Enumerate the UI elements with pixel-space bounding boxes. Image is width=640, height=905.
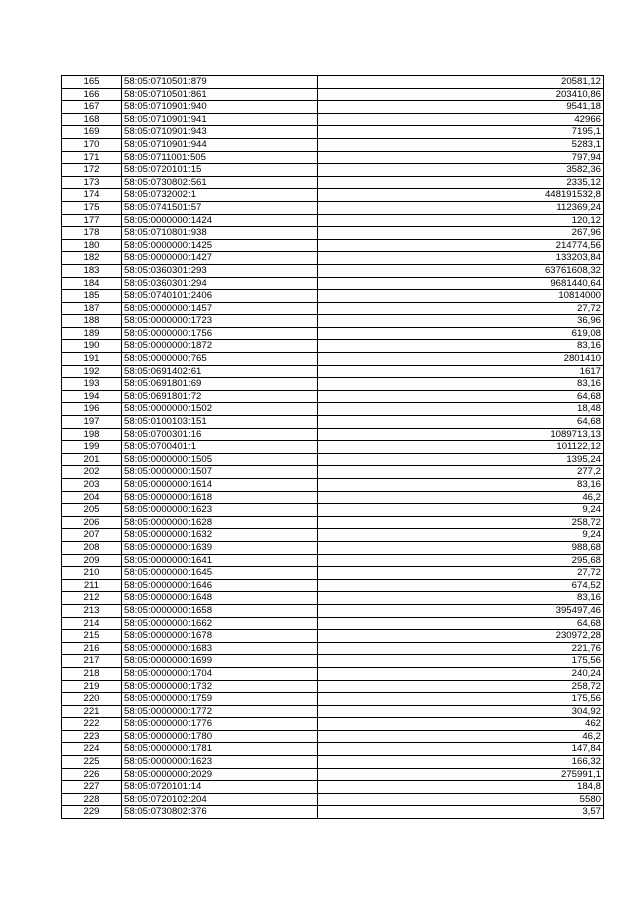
cadastral-number-cell: 58:05:0000000:1645 xyxy=(122,567,318,580)
row-number-cell: 223 xyxy=(62,730,122,743)
cadastral-value-cell: 9541,18 xyxy=(318,101,604,114)
row-number-cell: 180 xyxy=(62,239,122,252)
row-number-cell: 205 xyxy=(62,504,122,517)
row-number-cell: 193 xyxy=(62,378,122,391)
cadastral-number-cell: 58:05:0710501:861 xyxy=(122,88,318,101)
table-row xyxy=(62,529,604,542)
row-number-cell: 184 xyxy=(62,277,122,290)
table-row xyxy=(62,340,604,353)
cadastral-value-cell: 46,2 xyxy=(318,491,604,504)
row-number-cell: 173 xyxy=(62,176,122,189)
row-number-cell: 165 xyxy=(62,76,122,89)
row-number-cell: 191 xyxy=(62,353,122,366)
row-number-cell: 196 xyxy=(62,403,122,416)
table-body xyxy=(62,76,604,819)
cadastral-value-cell: 175,56 xyxy=(318,693,604,706)
row-number-cell: 228 xyxy=(62,793,122,806)
cadastral-number-cell: 58:05:0700301:16 xyxy=(122,428,318,441)
table-row xyxy=(62,88,604,101)
cadastral-value-cell: 1089713,13 xyxy=(318,428,604,441)
cadastral-value-cell: 112369,24 xyxy=(318,201,604,214)
table-row xyxy=(62,302,604,315)
table-row xyxy=(62,252,604,265)
cadastral-number-cell: 58:05:0710501:879 xyxy=(122,76,318,89)
row-number-cell: 212 xyxy=(62,592,122,605)
table-row xyxy=(62,479,604,492)
row-number-cell: 225 xyxy=(62,756,122,769)
table-row xyxy=(62,76,604,89)
cadastral-number-cell: 58:05:0000000:1732 xyxy=(122,680,318,693)
cadastral-number-cell: 58:05:0000000:1507 xyxy=(122,466,318,479)
cadastral-value-cell: 462 xyxy=(318,718,604,731)
cadastral-number-cell: 58:05:0720102:204 xyxy=(122,793,318,806)
row-number-cell: 209 xyxy=(62,554,122,567)
cadastral-number-cell: 58:05:0000000:1457 xyxy=(122,302,318,315)
table-row xyxy=(62,327,604,340)
row-number-cell: 206 xyxy=(62,516,122,529)
table-row xyxy=(62,718,604,731)
cadastral-number-cell: 58:05:0720101:15 xyxy=(122,164,318,177)
row-number-cell: 177 xyxy=(62,214,122,227)
row-number-cell: 203 xyxy=(62,479,122,492)
cadastral-value-cell: 20581,12 xyxy=(318,76,604,89)
cadastral-value-cell: 2801410 xyxy=(318,353,604,366)
row-number-cell: 207 xyxy=(62,529,122,542)
cadastral-value-cell: 36,96 xyxy=(318,315,604,328)
table-row xyxy=(62,579,604,592)
row-number-cell: 199 xyxy=(62,441,122,454)
cadastral-number-cell: 58:05:0000000:1776 xyxy=(122,718,318,731)
table-row xyxy=(62,541,604,554)
row-number-cell: 166 xyxy=(62,88,122,101)
cadastral-value-cell: 2335,12 xyxy=(318,176,604,189)
table-row xyxy=(62,113,604,126)
row-number-cell: 175 xyxy=(62,201,122,214)
table-row xyxy=(62,730,604,743)
cadastral-number-cell: 58:05:0000000:1628 xyxy=(122,516,318,529)
row-number-cell: 197 xyxy=(62,416,122,429)
row-number-cell: 219 xyxy=(62,680,122,693)
cadastral-value-cell: 120,12 xyxy=(318,214,604,227)
cadastral-number-cell: 58:05:0000000:1424 xyxy=(122,214,318,227)
row-number-cell: 229 xyxy=(62,806,122,819)
cadastral-value-cell: 295,68 xyxy=(318,554,604,567)
cadastral-number-cell: 58:05:0711001:505 xyxy=(122,151,318,164)
table-row xyxy=(62,693,604,706)
cadastral-number-cell: 58:05:0360301:293 xyxy=(122,264,318,277)
table-row xyxy=(62,403,604,416)
row-number-cell: 224 xyxy=(62,743,122,756)
table-row xyxy=(62,705,604,718)
row-number-cell: 183 xyxy=(62,264,122,277)
row-number-cell: 226 xyxy=(62,768,122,781)
cadastral-number-cell: 58:05:0691402:61 xyxy=(122,365,318,378)
cadastral-number-cell: 58:05:0000000:1502 xyxy=(122,403,318,416)
cadastral-value-cell: 3582,36 xyxy=(318,164,604,177)
cadastral-value-cell: 18,48 xyxy=(318,403,604,416)
row-number-cell: 215 xyxy=(62,630,122,643)
cadastral-number-cell: 58:05:0000000:1646 xyxy=(122,579,318,592)
cadastral-number-cell: 58:05:0710901:944 xyxy=(122,138,318,151)
row-number-cell: 167 xyxy=(62,101,122,114)
table-row xyxy=(62,554,604,567)
row-number-cell: 216 xyxy=(62,642,122,655)
table-row xyxy=(62,239,604,252)
row-number-cell: 201 xyxy=(62,453,122,466)
row-number-cell: 214 xyxy=(62,617,122,630)
cadastral-value-cell: 988,68 xyxy=(318,541,604,554)
table-row xyxy=(62,453,604,466)
cadastral-value-cell: 64,68 xyxy=(318,390,604,403)
cadastral-value-cell: 101122,12 xyxy=(318,441,604,454)
cadastral-value-cell: 258,72 xyxy=(318,680,604,693)
cadastral-number-cell: 58:05:0710901:941 xyxy=(122,113,318,126)
row-number-cell: 187 xyxy=(62,302,122,315)
table-row xyxy=(62,768,604,781)
cadastral-value-cell: 797,94 xyxy=(318,151,604,164)
row-number-cell: 210 xyxy=(62,567,122,580)
table-row xyxy=(62,617,604,630)
cadastral-number-cell: 58:05:0000000:1425 xyxy=(122,239,318,252)
cadastral-number-cell: 58:05:0000000:1632 xyxy=(122,529,318,542)
table-row xyxy=(62,101,604,114)
row-number-cell: 204 xyxy=(62,491,122,504)
table-row xyxy=(62,642,604,655)
cadastral-value-cell: 42966 xyxy=(318,113,604,126)
cadastral-value-cell: 277,2 xyxy=(318,466,604,479)
cadastral-number-cell: 58:05:0000000:1658 xyxy=(122,604,318,617)
row-number-cell: 227 xyxy=(62,781,122,794)
cadastral-number-cell: 58:05:0000000:1759 xyxy=(122,693,318,706)
cadastral-number-cell: 58:05:0000000:1678 xyxy=(122,630,318,643)
cadastral-value-cell: 147,84 xyxy=(318,743,604,756)
cadastral-value-cell: 448191532,8 xyxy=(318,189,604,202)
cadastral-value-cell: 166,32 xyxy=(318,756,604,769)
cadastral-value-cell: 258,72 xyxy=(318,516,604,529)
cadastral-value-cell: 674,52 xyxy=(318,579,604,592)
cadastral-number-cell: 58:05:0100103:151 xyxy=(122,416,318,429)
cadastral-number-cell: 58:05:0000000:1648 xyxy=(122,592,318,605)
row-number-cell: 217 xyxy=(62,655,122,668)
cadastral-number-cell: 58:05:0000000:1756 xyxy=(122,327,318,340)
table-row xyxy=(62,201,604,214)
cadastral-value-cell: 64,68 xyxy=(318,416,604,429)
row-number-cell: 213 xyxy=(62,604,122,617)
table-row xyxy=(62,353,604,366)
cadastral-number-cell: 58:05:0000000:1641 xyxy=(122,554,318,567)
cadastral-value-cell: 133203,84 xyxy=(318,252,604,265)
cadastral-number-cell: 58:05:0732002:1 xyxy=(122,189,318,202)
table-row xyxy=(62,176,604,189)
row-number-cell: 170 xyxy=(62,138,122,151)
cadastral-value-cell: 63761608,32 xyxy=(318,264,604,277)
row-number-cell: 220 xyxy=(62,693,122,706)
cadastral-number-cell: 58:05:0691801:69 xyxy=(122,378,318,391)
cadastral-value-cell: 10814000 xyxy=(318,290,604,303)
cadastral-value-cell: 214774,56 xyxy=(318,239,604,252)
cadastral-value-cell: 304,92 xyxy=(318,705,604,718)
cadastral-number-cell: 58:05:0000000:1662 xyxy=(122,617,318,630)
table-row xyxy=(62,781,604,794)
row-number-cell: 190 xyxy=(62,340,122,353)
table-row xyxy=(62,290,604,303)
cadastral-value-cell: 64,68 xyxy=(318,617,604,630)
cadastral-value-cell: 203410,86 xyxy=(318,88,604,101)
cadastral-number-cell: 58:05:0000000:1618 xyxy=(122,491,318,504)
table-row xyxy=(62,743,604,756)
cadastral-value-cell: 5283,1 xyxy=(318,138,604,151)
cadastral-value-cell: 230972,28 xyxy=(318,630,604,643)
cadastral-number-cell: 58:05:0730802:561 xyxy=(122,176,318,189)
table-row xyxy=(62,630,604,643)
cadastral-number-cell: 58:05:0720101:14 xyxy=(122,781,318,794)
cadastral-number-cell: 58:05:0000000:1723 xyxy=(122,315,318,328)
cadastral-value-cell: 267,96 xyxy=(318,227,604,240)
cadastral-number-cell: 58:05:0360301:294 xyxy=(122,277,318,290)
table-row xyxy=(62,315,604,328)
row-number-cell: 188 xyxy=(62,315,122,328)
cadastral-value-cell: 1617 xyxy=(318,365,604,378)
cadastral-value-cell: 9681440,64 xyxy=(318,277,604,290)
table-row xyxy=(62,655,604,668)
cadastral-value-cell: 9,24 xyxy=(318,529,604,542)
row-number-cell: 169 xyxy=(62,126,122,139)
row-number-cell: 211 xyxy=(62,579,122,592)
cadastral-value-cell: 27,72 xyxy=(318,302,604,315)
cadastral-value-cell: 7195,1 xyxy=(318,126,604,139)
cadastral-value-cell: 619,08 xyxy=(318,327,604,340)
table-row xyxy=(62,227,604,240)
table-row xyxy=(62,680,604,693)
row-number-cell: 198 xyxy=(62,428,122,441)
row-number-cell: 192 xyxy=(62,365,122,378)
row-number-cell: 189 xyxy=(62,327,122,340)
table-row xyxy=(62,378,604,391)
cadastral-value-cell: 1395,24 xyxy=(318,453,604,466)
row-number-cell: 182 xyxy=(62,252,122,265)
row-number-cell: 171 xyxy=(62,151,122,164)
row-number-cell: 174 xyxy=(62,189,122,202)
cadastral-number-cell: 58:05:0000000:1872 xyxy=(122,340,318,353)
table-row xyxy=(62,441,604,454)
cadastral-value-cell: 275991,1 xyxy=(318,768,604,781)
table-row xyxy=(62,567,604,580)
table-row xyxy=(62,793,604,806)
row-number-cell: 168 xyxy=(62,113,122,126)
table-row xyxy=(62,416,604,429)
table-row xyxy=(62,466,604,479)
cadastral-number-cell: 58:05:0000000:1614 xyxy=(122,479,318,492)
row-number-cell: 202 xyxy=(62,466,122,479)
cadastral-value-cell: 240,24 xyxy=(318,667,604,680)
cadastral-number-cell: 58:05:0000000:1772 xyxy=(122,705,318,718)
cadastral-number-cell: 58:05:0000000:1781 xyxy=(122,743,318,756)
row-number-cell: 185 xyxy=(62,290,122,303)
cadastral-value-cell: 221,76 xyxy=(318,642,604,655)
table-row xyxy=(62,390,604,403)
cadastral-number-cell: 58:05:0000000:1427 xyxy=(122,252,318,265)
cadastral-value-cell: 395497,46 xyxy=(318,604,604,617)
table-row xyxy=(62,504,604,517)
cadastral-value-cell: 83,16 xyxy=(318,479,604,492)
cadastral-value-cell: 83,16 xyxy=(318,340,604,353)
row-number-cell: 194 xyxy=(62,390,122,403)
cadastral-number-cell: 58:05:0000000:1505 xyxy=(122,453,318,466)
table-row xyxy=(62,365,604,378)
cadastral-number-cell: 58:05:0000000:765 xyxy=(122,353,318,366)
cadastral-number-cell: 58:05:0000000:1639 xyxy=(122,541,318,554)
cadastral-value-table xyxy=(61,75,604,819)
table-row xyxy=(62,151,604,164)
cadastral-number-cell: 58:05:0000000:1699 xyxy=(122,655,318,668)
table-row xyxy=(62,667,604,680)
table-row xyxy=(62,189,604,202)
table-row xyxy=(62,277,604,290)
cadastral-number-cell: 58:05:0000000:1683 xyxy=(122,642,318,655)
table-row xyxy=(62,756,604,769)
cadastral-value-cell: 27,72 xyxy=(318,567,604,580)
table-row xyxy=(62,126,604,139)
cadastral-number-cell: 58:05:0000000:1623 xyxy=(122,756,318,769)
row-number-cell: 178 xyxy=(62,227,122,240)
table-row xyxy=(62,214,604,227)
cadastral-number-cell: 58:05:0000000:2029 xyxy=(122,768,318,781)
row-number-cell: 221 xyxy=(62,705,122,718)
cadastral-value-cell: 83,16 xyxy=(318,378,604,391)
cadastral-value-cell: 9,24 xyxy=(318,504,604,517)
table-row xyxy=(62,164,604,177)
cadastral-number-cell: 58:05:0710901:940 xyxy=(122,101,318,114)
cadastral-value-cell: 175,56 xyxy=(318,655,604,668)
row-number-cell: 222 xyxy=(62,718,122,731)
cadastral-value-cell: 46,2 xyxy=(318,730,604,743)
table-row xyxy=(62,138,604,151)
table-row xyxy=(62,264,604,277)
table-row xyxy=(62,516,604,529)
cadastral-number-cell: 58:05:0700401:1 xyxy=(122,441,318,454)
cadastral-value-cell: 184,8 xyxy=(318,781,604,794)
row-number-cell: 172 xyxy=(62,164,122,177)
cadastral-number-cell: 58:05:0741501:57 xyxy=(122,201,318,214)
table-row xyxy=(62,491,604,504)
row-number-cell: 208 xyxy=(62,541,122,554)
cadastral-number-cell: 58:05:0000000:1704 xyxy=(122,667,318,680)
cadastral-number-cell: 58:05:0691801:72 xyxy=(122,390,318,403)
cadastral-number-cell: 58:05:0730802:376 xyxy=(122,806,318,819)
cadastral-value-cell: 5580 xyxy=(318,793,604,806)
table-row xyxy=(62,604,604,617)
table-row xyxy=(62,592,604,605)
cadastral-value-cell: 3,57 xyxy=(318,806,604,819)
table-row xyxy=(62,806,604,819)
cadastral-number-cell: 58:05:0740101:2406 xyxy=(122,290,318,303)
cadastral-value-cell: 83,16 xyxy=(318,592,604,605)
cadastral-number-cell: 58:05:0000000:1623 xyxy=(122,504,318,517)
cadastral-number-cell: 58:05:0000000:1780 xyxy=(122,730,318,743)
cadastral-number-cell: 58:05:0710901:943 xyxy=(122,126,318,139)
row-number-cell: 218 xyxy=(62,667,122,680)
cadastral-number-cell: 58:05:0710801:938 xyxy=(122,227,318,240)
table-row xyxy=(62,428,604,441)
